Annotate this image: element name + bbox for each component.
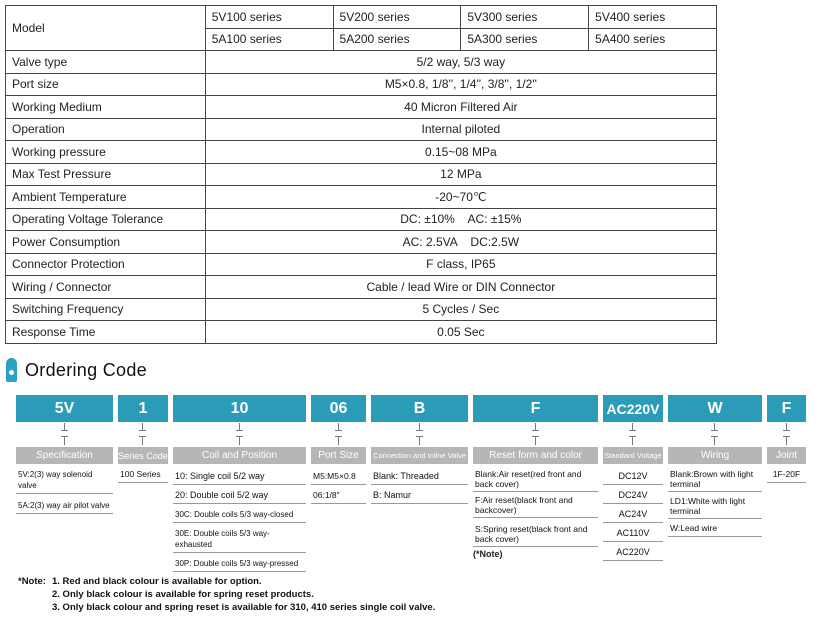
- note-prefix: *Note:: [18, 576, 46, 587]
- code-box-reset: F: [473, 395, 598, 422]
- connector-line: [710, 423, 720, 445]
- connector-line: [334, 423, 344, 445]
- column-reset: [473, 466, 598, 559]
- model-cell: 5A400 series: [589, 28, 717, 51]
- bullet-icon: [6, 358, 17, 382]
- spec-value: 12 MPa: [205, 163, 716, 186]
- option-item: AC24V: [603, 504, 663, 523]
- spec-label: Connector Protection: [6, 253, 206, 276]
- model-cell: 5V100 series: [205, 6, 333, 29]
- header-voltage: Standard Voltage: [603, 447, 663, 464]
- option-item: AC220V: [603, 542, 663, 561]
- spec-row: [6, 208, 717, 231]
- option-item: Blank:Air reset(red front and back cover): [473, 466, 598, 492]
- connector-line: [60, 423, 70, 445]
- code-box-voltage: AC220V: [603, 395, 663, 422]
- code-box-port: 06: [311, 395, 366, 422]
- option-item: 06:1/8": [311, 485, 366, 504]
- option-item: 5A:2(3) way air pilot valve: [16, 494, 113, 514]
- column-specification: [16, 466, 113, 514]
- option-item: 30E: Double coils 5/3 way-exhausted: [173, 523, 306, 553]
- spec-value: 40 Micron Filtered Air: [205, 96, 716, 119]
- model-cell: 5A200 series: [333, 28, 461, 51]
- spec-value: Cable / lead Wire or DIN Connector: [205, 276, 716, 299]
- spec-value: DC: ±10% AC: ±15%: [205, 208, 716, 231]
- spec-value: Internal piloted: [205, 118, 716, 141]
- header-reset-form: Reset form and color: [473, 447, 598, 464]
- option-item: DC24V: [603, 485, 663, 504]
- connector-line: [138, 423, 148, 445]
- spec-row: [6, 321, 717, 344]
- spec-label: Port size: [6, 73, 206, 96]
- spec-value: 5/2 way, 5/3 way: [205, 51, 716, 74]
- header-specification: Specification: [16, 447, 113, 464]
- column-port: [311, 466, 366, 504]
- spec-row: [6, 186, 717, 209]
- header-wiring: Wiring: [668, 447, 762, 464]
- spec-label: Power Consumption: [6, 231, 206, 254]
- option-item: AC110V: [603, 523, 663, 542]
- spec-value: F class, IP65: [205, 253, 716, 276]
- spec-label: Operation: [6, 118, 206, 141]
- option-item: DC12V: [603, 466, 663, 485]
- spec-row: [6, 96, 717, 119]
- spec-row: [6, 231, 717, 254]
- code-box-specification: 5V: [16, 395, 113, 422]
- reset-note-ref: (*Note): [473, 549, 503, 559]
- column-wiring: [668, 466, 762, 537]
- code-box-coil: 10: [173, 395, 306, 422]
- note-line-1: 1. Red and black colour is available for option.: [52, 576, 262, 587]
- connector-line: [628, 423, 638, 445]
- option-item: 10: Single coil 5/2 way: [173, 466, 306, 485]
- model-cell: 5V200 series: [333, 6, 461, 29]
- spec-label: Switching Frequency: [6, 298, 206, 321]
- code-box-wiring: W: [668, 395, 762, 422]
- note-line-2: 2. Only black colour is available for spring reset products.: [52, 589, 314, 600]
- option-item: Blank:Brown with light terminal: [668, 466, 762, 492]
- model-label: Model: [6, 6, 206, 51]
- spec-label: Max Test Pressure: [6, 163, 206, 186]
- column-connection: [371, 466, 468, 504]
- spec-label: Valve type: [6, 51, 206, 74]
- spec-value: 0.05 Sec: [205, 321, 716, 344]
- model-row-1: [6, 6, 717, 29]
- option-item: 30C: Double coils 5/3 way-closed: [173, 504, 306, 523]
- spec-row: [6, 163, 717, 186]
- column-joint: [767, 466, 806, 483]
- connector-line: [415, 423, 425, 445]
- option-item: LD1:White with light terminal: [668, 492, 762, 519]
- spec-value: AC: 2.5VA DC:2.5W: [205, 231, 716, 254]
- option-item: S:Spring reset(black front and back cover): [473, 518, 598, 547]
- header-coil-position: Coil and Position: [173, 447, 306, 464]
- note-line-3: 3. Only black colour and spring reset is available for 310, 410 series single coil valve.: [52, 602, 436, 613]
- spec-table: [5, 5, 717, 344]
- option-item: 30P: Double coils 5/3 way-pressed: [173, 553, 306, 572]
- model-cell: 5V300 series: [461, 6, 589, 29]
- option-item: 20: Double coil 5/2 way: [173, 485, 306, 504]
- column-series: [118, 466, 168, 483]
- option-item: 1F-20F: [767, 466, 806, 483]
- option-item: 5V:2(3) way solenoid valve: [16, 466, 113, 494]
- spec-row: [6, 253, 717, 276]
- spec-label: Working Medium: [6, 96, 206, 119]
- option-item: F:Air reset(black front and backcover): [473, 492, 598, 518]
- code-box-series: 1: [118, 395, 168, 422]
- column-coil: [173, 466, 306, 572]
- spec-label: Response Time: [6, 321, 206, 344]
- connector-line: [782, 423, 792, 445]
- column-voltage: [603, 466, 663, 561]
- header-port-size: Port Size: [311, 447, 366, 464]
- spec-row: [6, 298, 717, 321]
- option-item: W:Lead wire: [668, 519, 762, 537]
- spec-row: [6, 276, 717, 299]
- header-series-code: Series Code: [118, 447, 168, 464]
- spec-row: [6, 51, 717, 74]
- ordering-code-heading: [6, 357, 147, 383]
- spec-row: [6, 141, 717, 164]
- spec-value: 0.15~08 MPa: [205, 141, 716, 164]
- connector-line: [531, 423, 541, 445]
- model-cell: 5V400 series: [589, 6, 717, 29]
- option-item: B: Namur: [371, 485, 468, 504]
- spec-row: [6, 73, 717, 96]
- ordering-code-title: Ordering Code: [25, 359, 147, 380]
- spec-label: Wiring / Connector: [6, 276, 206, 299]
- spec-row: [6, 118, 717, 141]
- option-item: 100 Series: [118, 466, 168, 483]
- code-box-joint: F: [767, 395, 806, 422]
- spec-label: Working pressure: [6, 141, 206, 164]
- spec-value: 5 Cycles / Sec: [205, 298, 716, 321]
- spec-value: M5×0.8, 1/8'', 1/4'', 3/8'', 1/2'': [205, 73, 716, 96]
- connector-line: [235, 423, 245, 445]
- code-box-connection: B: [371, 395, 468, 422]
- header-joint: Joint: [767, 447, 806, 464]
- option-item: M5:M5×0.8: [311, 466, 366, 485]
- option-item: Blank: Threaded: [371, 466, 468, 485]
- spec-label: Operating Voltage Tolerance: [6, 208, 206, 231]
- model-cell: 5A300 series: [461, 28, 589, 51]
- spec-label: Ambient Temperature: [6, 186, 206, 209]
- model-cell: 5A100 series: [205, 28, 333, 51]
- header-connection: Connection and Inline Valve: [371, 447, 468, 464]
- spec-value: -20~70℃: [205, 186, 716, 209]
